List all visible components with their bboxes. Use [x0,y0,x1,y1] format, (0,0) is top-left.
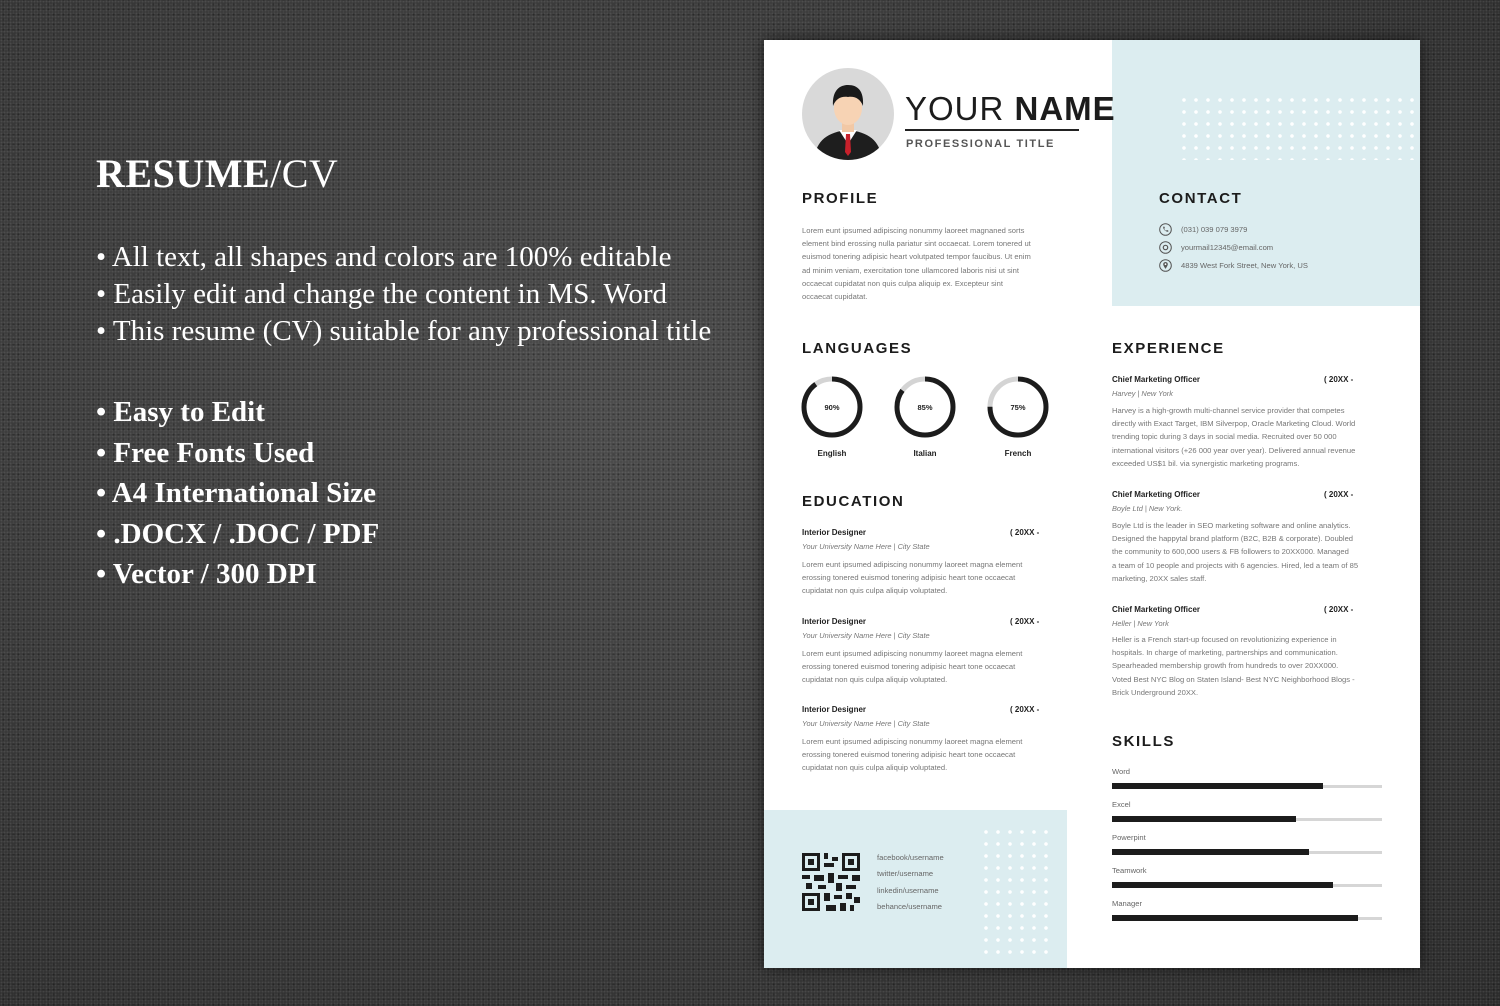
promo-feature: • .DOCX / .DOC / PDF [96,517,380,550]
contact-address: 4839 West Fork Street, New York, US [1159,259,1308,272]
contact-heading: CONTACT [1159,190,1243,207]
skill-fill [1112,783,1323,789]
social-twitter[interactable]: twitter/username [877,869,934,878]
promo-title: RESUME/CV [96,151,339,196]
promo-feature: • Vector / 300 DPI [96,558,317,590]
skill-bar [1112,818,1382,821]
dot-pattern [1178,94,1420,160]
professional-title: PROFESSIONAL TITLE [906,138,1055,150]
contact-email: yourmail12345@email.com [1159,241,1273,254]
language-name: Italian [913,449,937,458]
skill-bar [1112,917,1382,920]
skill-label: Word [1112,767,1131,776]
social-linkedin[interactable]: linkedin/username [877,886,939,895]
social-facebook[interactable]: facebook/username [877,853,944,862]
promo-bullets [96,239,711,350]
language-english [800,375,864,458]
skill-fill [1112,882,1333,888]
skill-bar [1112,851,1382,854]
language-percent: 85% [917,403,933,412]
language-percent: 75% [1010,403,1026,412]
profile-text: Lorem eunt ipsumed adipiscing nonummy laoreet magnaned sorts element bind erossing nulla pariatur sint occaecat. Lorem tonered ut euismod tonering adipisic heart volutpated tempor faucibus. Ut enim ad minim veniam, exercitation tone ullamcored laboris nisi ut sint occaecat cupidatat non quis culpa aliquip ex. Excepteur sint occaecat cupidatat. [802,226,1031,302]
skills-heading: SKILLS [1112,733,1175,750]
profile-heading: PROFILE [802,190,879,207]
experience-heading: EXPERIENCE [1112,340,1225,357]
contact-phone: (031) 039 079 3979 [1159,223,1247,236]
phone-icon [1159,223,1172,236]
location-pin-icon [1159,259,1172,272]
language-french [986,375,1050,458]
promo-feature: • Easy to Edit [96,396,265,428]
skill-bar [1112,785,1382,788]
name-underline [905,129,1079,131]
skill-label: Manager [1112,899,1142,908]
avatar [802,68,894,160]
resume-page: YOUR NAME PROFESSIONAL TITLE PROFILE Lorem eunt ipsumed adipiscing nonummy laoreet magnaned sorts element bind erossing nulla pariatur sint occaecat. Lorem tonered ut euismod tonering adipisic heart volutpated tempor faucibus. Ut enim ad minim veniam, exercitation tone ullamcored laboris nisi ut sint occaecat cupidatat non quis culpa aliquip ex. Excepteur sint occaecat cupidatat. CONTACT (031) 039 079 3979 yourmail12345@email.com 4839 West Fork Street, New York, US LANGUAGES 90% English 85% Italian 75% French EDUCATION Interior Designer ( 20XX - Your University Name Here | City State Lorem eunt ipsumed adipiscing nonummy laoreet magna element erossing tonered euismod tonering adipisic heart tone occaecat cupidatat non quis culpa aliquip voluptated. Interior Designer ( 20XX - Your University Name Here | City State Lorem eunt ipsumed adipiscing nonummy laoreet magna element erossing tonered euismod tonering adipisic heart tone occaecat cupidatat non quis culpa aliquip voluptated. Interior Designer ( 20XX - Your University Name Here | City State Lorem eunt ipsumed adipiscing nonummy laoreet magna element erossing tonered euismod tonering adipisic heart tone occaecat cupidatat non quis culpa aliquip voluptated. EXPERIENCE Chief Marketing Officer ( 20XX - Harvey | New York Harvey is a high-growth multi-channel service provider that competes directly with Exact Target, IBM Silverpop, Oracle Marketing Cloud. World trending topic during 3 days in social media. Recruited over 50 000 international visitors (+26 000 year over year). Delivered annual revenue exceeded US$1 bil. via synergistic marketing programs. Chief Marketing Officer ( 20XX - Boyle Ltd | New York. Boyle Ltd is the leader in SEO marketing software and online analytics. Designed the happytal brand platform (B2C, B2B & corporate). Doubled the community to 600,000 users & FB followers to 20XX000. Managed a team of 10 people and projects with 6 agencies. Hired, led a team of 85 marketing, 20XX sales staff. Chief Marketing Officer ( 20XX - Heller | New York Heller is a French start-up focused on revolutionizing experience in hospitals. In charge of marketing, partnerships and communication. Spearheaded membership growth from hundreds to over 20XX000. Voted Best NYC Blog on Staten Island- Best NYC Neighborhood Blogs - Brick Underground 20XX. SKILLS Word Excel Powerpint Teamwork Manager facebook/username twitter/username linkedin/username behance/username [764,40,1420,968]
social-behance[interactable]: behance/username [877,902,943,911]
language-italian [893,375,957,458]
promo-bullet: • This resume (CV) suitable for any professional title [96,315,712,347]
full-name: YOUR NAME [905,90,1116,127]
skill-label: Powerpint [1112,833,1146,842]
promo-feature: • A4 International Size [96,477,377,509]
language-name: French [1004,449,1032,458]
dot-pattern [980,826,1050,954]
skill-fill [1112,915,1358,921]
language-name: English [817,449,847,458]
skill-fill [1112,849,1309,855]
promo-features [96,392,711,595]
skill-bar [1112,884,1382,887]
promo-bullet: • All text, all shapes and colors are 100% editable [96,241,672,273]
qr-code-icon [802,853,860,911]
languages-heading: LANGUAGES [802,340,913,357]
education-heading: EDUCATION [802,493,905,510]
skill-fill [1112,816,1296,822]
language-percent: 90% [824,403,840,412]
email-icon [1159,241,1172,254]
promo-panel [96,150,711,595]
person-avatar-icon [802,68,894,160]
promo-feature: • Free Fonts Used [96,436,315,469]
skill-label: Teamwork [1112,866,1147,875]
skill-label: Excel [1112,800,1131,809]
promo-bullet: • Easily edit and change the content in MS. Word [96,278,668,310]
